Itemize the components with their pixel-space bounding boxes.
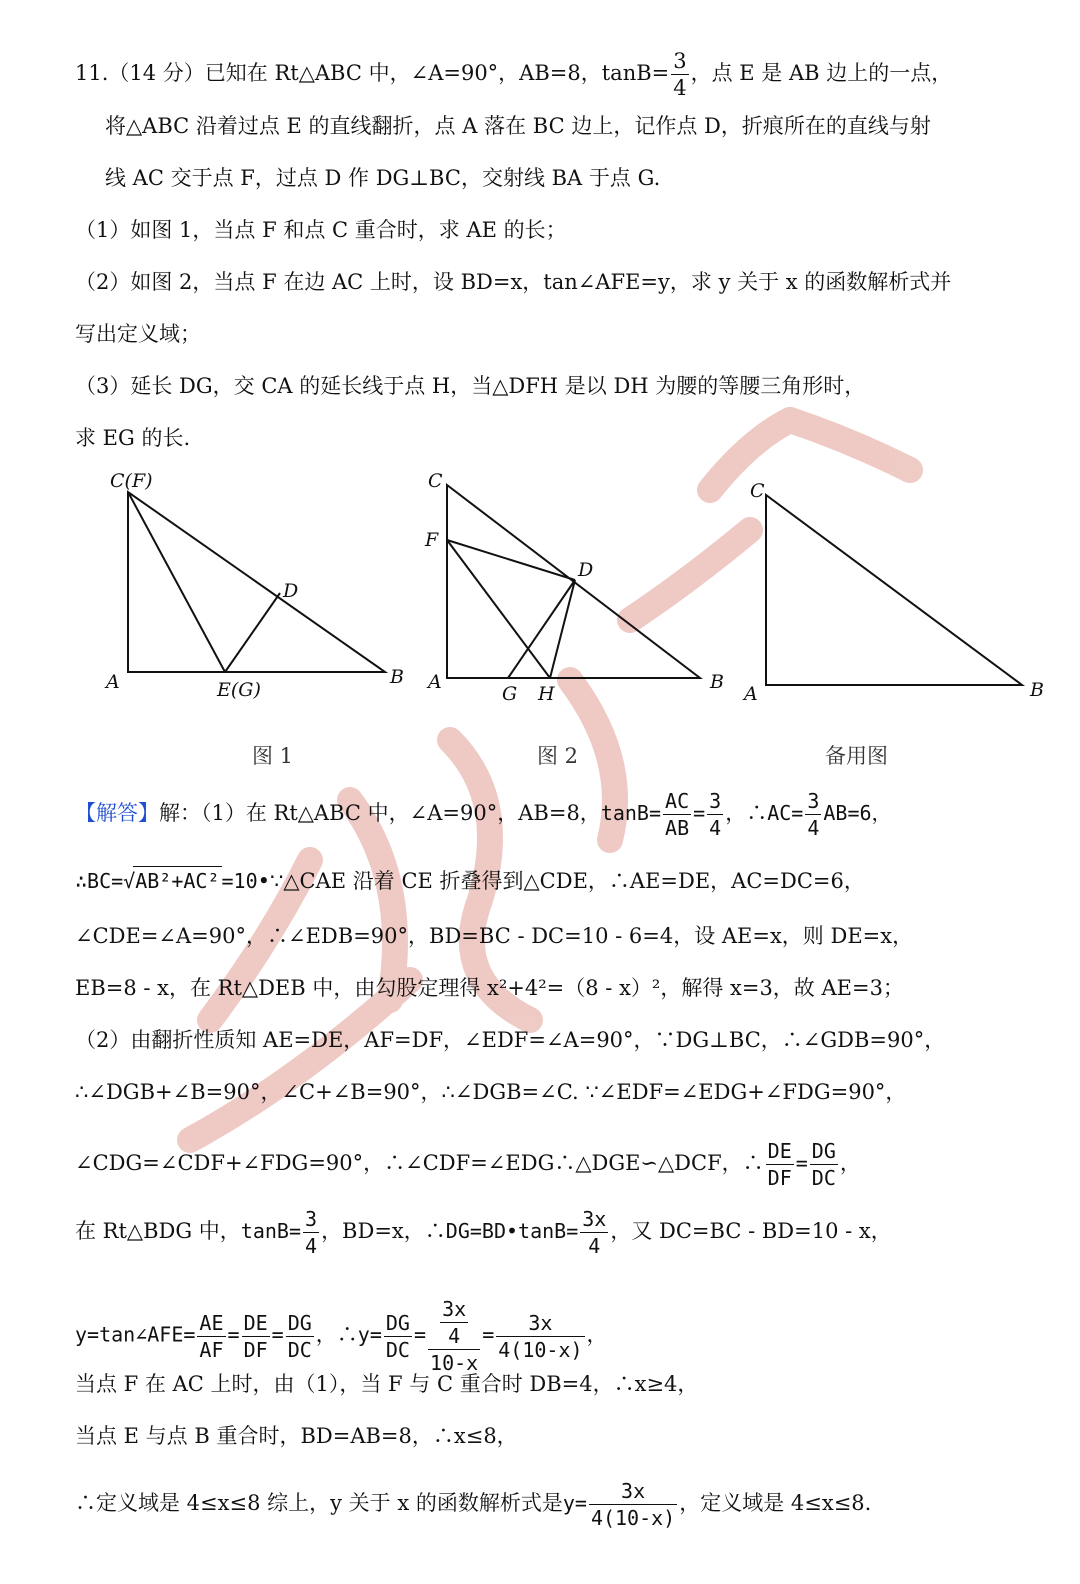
problem-line-2: 将△ABC 沿着过点 E 的直线翻折，点 A 落在 BC 边上，记作点 D，折痕所在的直线与射 <box>105 114 931 138</box>
figure-2-diagram <box>447 485 700 678</box>
solution-text: ，定义域是 4≤x≤8. <box>679 1491 872 1515</box>
fraction <box>810 1138 838 1191</box>
solution-text: ， <box>839 1151 861 1175</box>
denominator: 10-x <box>430 1351 479 1375</box>
question-3: （3）延长 DG，交 CA 的延长线于点 H，当△DFH 是以 DH 为腰的等腰三角形时， <box>75 374 866 398</box>
segment-dh <box>550 580 575 678</box>
denominator: DC <box>811 1166 836 1190</box>
solution-line-7: ∠CDG=∠CDF+∠FDG=90°，∴∠CDF=∠EDG∴△DGE∽△DCF，∴ $\frac{DE}{DF}$ = $\frac{DG}{DC}$ ， <box>75 1139 861 1190</box>
fraction <box>707 788 723 841</box>
numerator: 3x <box>582 1207 607 1231</box>
math-text: tanB= <box>240 1219 302 1243</box>
sqrt-content: AB²+AC² <box>133 866 221 895</box>
numerator: 3 <box>673 49 687 73</box>
math-text: AB=6， <box>823 801 892 825</box>
question-3-cont: 求 EG 的长. <box>75 426 191 450</box>
solution-line-8 <box>75 1206 892 1259</box>
math-text: ∴BC= <box>75 869 124 893</box>
label-g: G <box>502 683 518 705</box>
problem-text: 11.（14 分）已知在 Rt△ABC 中，∠A=90°，AB=8，tanB= <box>75 61 670 85</box>
segment-fd <box>447 540 575 580</box>
denominator: DC <box>287 1337 312 1362</box>
numerator: AE <box>199 1310 224 1335</box>
label-b: B <box>390 666 404 688</box>
solution-line-10: 当点 F 在 AC 上时，由（1），当 F 与 C 重合时 DB=4，∴x≥4， <box>75 1372 699 1396</box>
question-2-cont: 写出定义域； <box>75 322 201 346</box>
denominator: DC <box>385 1337 410 1362</box>
problem-text: ，点 E 是 AB 边上的一点， <box>690 61 953 85</box>
fraction <box>805 788 821 841</box>
fraction <box>197 1310 225 1363</box>
figures <box>0 460 1080 760</box>
solution-line-11: 当点 E 与点 B 重合时，BD=AB=8，∴x≤8， <box>75 1424 518 1448</box>
numerator: 3x <box>442 1297 467 1321</box>
figure-1-caption: 图 1 <box>252 744 294 768</box>
fraction <box>496 1310 584 1363</box>
math-text: DG=BD•tanB= <box>445 1219 579 1243</box>
problem-line-1 <box>75 48 952 101</box>
numerator: 3 <box>709 789 722 813</box>
label-e: E(G) <box>217 679 261 701</box>
numerator: DG <box>811 1139 836 1163</box>
solution-text: 在 Rt△BDG 中， <box>75 1219 241 1243</box>
fraction <box>671 48 688 101</box>
solution-line-6: ∴∠DGB+∠B=90°，∠C+∠B=90°，∴∠DGB=∠C. ∵∠EDF=∠EDG+∠FDG=90°， <box>75 1080 907 1104</box>
label-a: A <box>106 671 120 693</box>
solution-line-2: ∴BC=√AB²+AC² =10•∵△CAE 沿着 CE 折叠得到△CDE，∴AE=DE，AC=DC=6， <box>75 866 865 895</box>
denominator: 4 <box>448 1324 461 1348</box>
solution-line-3: ∠CDE=∠A=90°，∴∠EDB=90°，BD=BC - DC=10 - 6=4，设 AE=x，则 DE=x， <box>75 924 914 948</box>
solution-text: ∴定义域是 4≤x≤8 综上，y 关于 x 的函数解析式是 <box>75 1491 563 1515</box>
solution-text: ∠CDG=∠CDF+∠FDG=90°，∴∠CDF=∠EDG∴△DGE∽△DCF，∴ <box>75 1151 764 1175</box>
label-d: D <box>578 559 594 581</box>
solution-text: ∵△CAE 沿着 CE 折叠得到△CDE，∴AE=DE，AC=DC=6， <box>270 869 865 893</box>
solution-line-9: y=tan∠AFE= $\frac{AE}{AF}$ = $\frac{DE}{DF}$ = $\frac{DG}{DC}$ ，∴y= $\frac{DG}{DC}$ = $\frac{\frac{3x}{4}}{10-x}$ = $\frac{3x}{4(10-x)}$ ， <box>75 1297 608 1375</box>
solution-text: ，∴ <box>315 1322 358 1347</box>
denominator: 4 <box>807 816 820 840</box>
sqrt-sign: √ <box>123 869 136 893</box>
fraction <box>303 1206 319 1259</box>
segment-dg <box>508 580 575 678</box>
label-c: C <box>428 470 443 492</box>
compound-numerator <box>428 1296 480 1350</box>
fraction <box>384 1310 412 1363</box>
numerator: 3 <box>807 789 820 813</box>
label-b: B <box>1030 679 1044 701</box>
denominator: 4 <box>673 76 687 100</box>
question-2: （2）如图 2，当点 F 在边 AC 上时，设 BD=x，tan∠AFE=y，求 y 关于 x 的函数解析式并 <box>75 270 952 294</box>
compound-fraction <box>428 1296 480 1376</box>
figure-2-caption: 图 2 <box>537 744 579 768</box>
solution-text: ，又 DC=BC - BD=10 - x， <box>610 1219 892 1243</box>
math-text: y= <box>357 1322 382 1347</box>
label-h: H <box>538 683 555 705</box>
question-1: （1）如图 1，当点 F 和点 C 重合时，求 AE 的长； <box>75 218 567 242</box>
numerator: DG <box>287 1310 312 1335</box>
fraction <box>589 1478 677 1531</box>
label-c: C(F) <box>110 470 153 492</box>
numerator: AC <box>665 789 690 813</box>
numerator: 3 <box>305 1207 318 1231</box>
solution-line-4: EB=8 - x，在 Rt△DEB 中，由勾股定理得 x²+4²=（8 - x）²，解得 x=3，故 AE=3； <box>75 976 904 1000</box>
solution-line-5: （2）由翻折性质知 AE=DE，AF=DF，∠EDF=∠A=90°，∵DG⊥BC，∴∠GDB=90°， <box>75 1028 946 1052</box>
solution-tag: 【解答】 <box>75 801 159 825</box>
label-f: F <box>425 529 439 551</box>
denominator: 4(10-x) <box>590 1506 676 1530</box>
label-a: A <box>744 683 758 705</box>
fraction <box>766 1138 794 1191</box>
denominator: 4(10-x) <box>498 1337 583 1362</box>
label-d: D <box>283 580 299 602</box>
problem-line-3: 线 AC 交于点 F，过点 D 作 DG⊥BC，交射线 BA 于点 G. <box>105 166 661 190</box>
triangle-abc <box>128 492 385 672</box>
segment-ed <box>225 593 280 672</box>
solution-text: ，∴ <box>725 801 768 825</box>
figure-1-diagram <box>128 492 385 672</box>
math-text: =10 <box>221 869 258 893</box>
denominator: 4 <box>709 816 722 840</box>
math-text: = <box>693 801 706 825</box>
triangle-abc <box>766 495 1022 685</box>
solution-text: 解：（1）在 Rt△ABC 中，∠A=90°，AB=8， <box>159 801 601 825</box>
math-text: tanB= <box>600 801 662 825</box>
math-text: y=tan∠AFE= <box>75 1322 196 1347</box>
fraction <box>242 1310 270 1363</box>
figure-3-caption: 备用图 <box>825 744 888 768</box>
denominator: DF <box>767 1166 792 1190</box>
math-text: y= <box>562 1491 587 1515</box>
denominator: 4 <box>588 1234 601 1258</box>
label-b: B <box>710 671 724 693</box>
fraction <box>286 1310 314 1363</box>
segment-fh <box>447 540 550 678</box>
solution-text: ，BD=x，∴ <box>321 1219 446 1243</box>
numerator: 3x <box>496 1310 584 1337</box>
math-text: AC= <box>767 801 804 825</box>
numerator: DE <box>243 1310 268 1335</box>
solution-line-1 <box>75 788 892 841</box>
denominator: AF <box>199 1337 224 1362</box>
numerator: DE <box>767 1139 792 1163</box>
fold-line-ce <box>128 492 225 672</box>
inner-fraction <box>440 1296 468 1349</box>
solution-line-12 <box>75 1478 871 1531</box>
figure-3-diagram <box>766 495 1022 685</box>
numerator: 3x <box>589 1478 677 1505</box>
fraction <box>663 788 691 841</box>
fraction <box>580 1206 608 1259</box>
label-a: A <box>428 671 442 693</box>
numerator: DG <box>385 1310 410 1335</box>
label-c: C <box>750 480 765 502</box>
denominator: DF <box>243 1337 268 1362</box>
solution-text: ， <box>586 1322 608 1347</box>
denominator: AB <box>665 816 690 840</box>
denominator: 4 <box>305 1234 318 1258</box>
